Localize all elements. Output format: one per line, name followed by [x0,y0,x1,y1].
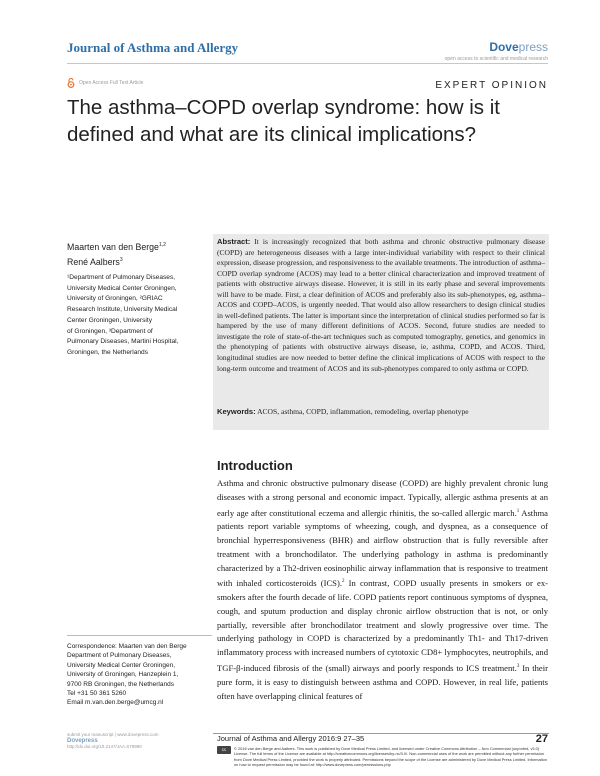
abstract [217,237,545,374]
cc-license-icon: cc [217,746,231,754]
publisher-main: Dove [489,40,519,54]
author-name: Maarten van den Berge [67,241,159,252]
introduction-body [217,477,548,703]
keywords [217,407,545,418]
paragraph [217,477,548,703]
license-text: © 2016 van den Berge and Aalbers. This work is published by Dove Medical Press Limited, and licensed under Creative Commons Attribution – Non Commercial (unported, v3.0) License. The full terms of the License are available at http://creativecommons.org/licenses/by-nc/3.0/. Non-commercial uses of the work are permitted without any further permission from Dove Medical Press Limited, provided the work is properly attributed. Permissions beyond the scope of the License are administered by Dove Medical Press Limited. Information on how to request permission may be found at: http://www.dovepress.com/permissions.php [234,746,547,767]
author [67,239,166,254]
header-divider [67,63,548,64]
correspondence-divider [67,635,212,636]
author-list [67,239,166,269]
citation-ref: 3 [516,664,520,670]
open-access-label: Open Access Full Text Article [79,80,144,86]
license-notice [217,746,549,767]
keywords-label: Keywords: [217,407,256,416]
publisher-suffix: press [518,40,548,54]
title-line-2: defined and what are its clinical implications? [67,123,477,146]
footer-left [67,732,207,750]
doi-link[interactable]: http://dx.doi.org/10.2147/JAA.S78990 [67,744,142,749]
open-access-badge [67,78,143,88]
journal-name: Journal of Asthma and Allergy [67,40,239,55]
author [67,254,166,269]
citation-ref: 2 [341,579,345,585]
keywords-text: ACOS, asthma, COPD, inflammation, remodeling, overlap phenotype [257,407,469,416]
author-affil-ref: 1,2 [158,242,166,248]
title-line-1: The asthma–COPD overlap syndrome: how is it [67,96,500,119]
text-run: Asthma patients report variable symptoms of wheezing, cough, and dyspnea, as a consequence of bronchial hyperresponsiveness (BHR) and airflow obstruction that is fully reversible after treatment with a bronchodilator. The underlying pathology in asthma is predominantly characterized by a Th2-driven eosinophilic airway inflammation that is responsive to treatment with inhaled corticosteroids (ICS). [217,507,548,589]
submit-link[interactable]: submit your manuscript | www.dovepress.com [67,732,159,737]
correspondence: Correspondence: Maarten van den Berge Department of Pulmonary Diseases, University Medical Center Groningen, University of Groningen, Hanzeplein 1, 9700 RB Groningen, the Netherlands Tel +31 50 361 5260 Email m.van.den.berge@umcg.nl [67,643,187,707]
author-affil-ref: 3 [119,256,123,263]
footer-dove-logo: Dovepress [67,738,98,744]
publisher-tagline: open access to scientific and medical research [444,56,548,62]
author-name: René Aalbers [67,256,120,267]
citation-ref: 1 [516,508,520,514]
text-run: In contrast, COPD usually presents in smokers or ex-smokers after the fourth decade of life. COPD patients report continuous symptoms of dyspnea, cough, and sputum production and display chronic airflow obstruction that is not, or only partially, reversible after bronchodilator treatment and slowly progressive over time. The underlying pathology in COPD is characterized by a predominantly Th1- and Th17-driven inflammatory process with increased numbers of cytotoxic CD8+ lymphocytes, neutrophils, and TGF-β-induced fibrosis of the (small) airways and poorly responds to ICS treatment. [217,578,548,673]
text-run: In their pure form, it is easy to distinguish between asthma and COPD. However, in real life, patients often have overlapping clinical features of [217,662,548,701]
open-lock-icon [67,78,75,88]
affiliations: ¹Department of Pulmonary Diseases, University Medical Center Groningen, University of Groningen, ²GRIAC Research Institute, University Medical Center Groningen, University of Groningen, ³Department of Pulmonary Diseases, Martini Hospital, Groningen, the Netherlands [67,274,179,356]
page-number: 27 [535,733,548,745]
article-title [67,94,548,148]
article-type: EXPERT OPINION [435,80,548,91]
abstract-text: It is increasingly recognized that both asthma and chronic obstructive pulmonary disease (COPD) are heterogeneous diseases with a large inter-individual variability with respect to their clinical expression, disease progression, and responsiveness to the available treatments. The introduction of asthma–COPD overlap syndrome (ACOS) may lead to a better clinical characterization and improved treatment of patients with obstructive airways disease. However, it is still in its early phase and several improvements will have to be made. First, a clear definition of ACOS and preferably also its sub-phenotypes, eg, asthma–ACOS and COPD–ACOS, is urgently needed. That would also allow researchers to design clinical studies in well-defined patients. The latter is important since the interpretation of clinical studies performed so far is hampered by the use of many different definitions of ACOS. Second, future studies are needed to investigate the role of state-of-the-art techniques such as computed tomography, genetics, and genomics in the phenotyping of patients with obstructive airways disease, ie, asthma, COPD, and ACOS. Third, longitudinal studies are now needed to better define the clinical implications of ACOS with respect to the long-term outcome and treatment of ACOS and its sub-phenotypes compared to only asthma or COPD. [217,237,545,373]
section-heading-introduction: Introduction [217,458,293,473]
footer-citation: Journal of Asthma and Allergy 2016:9 27–35 [217,734,365,743]
abstract-label: Abstract: [217,237,251,246]
publisher-logo [489,40,548,54]
text-run: Asthma and chronic obstructive pulmonary disease (COPD) are highly prevalent chronic lung diseases with a strong personal and economic impact. Typically, allergic asthma presents at an early age after constitutional eczema and allergic rhinitis, the so-called allergic march. [217,478,548,518]
